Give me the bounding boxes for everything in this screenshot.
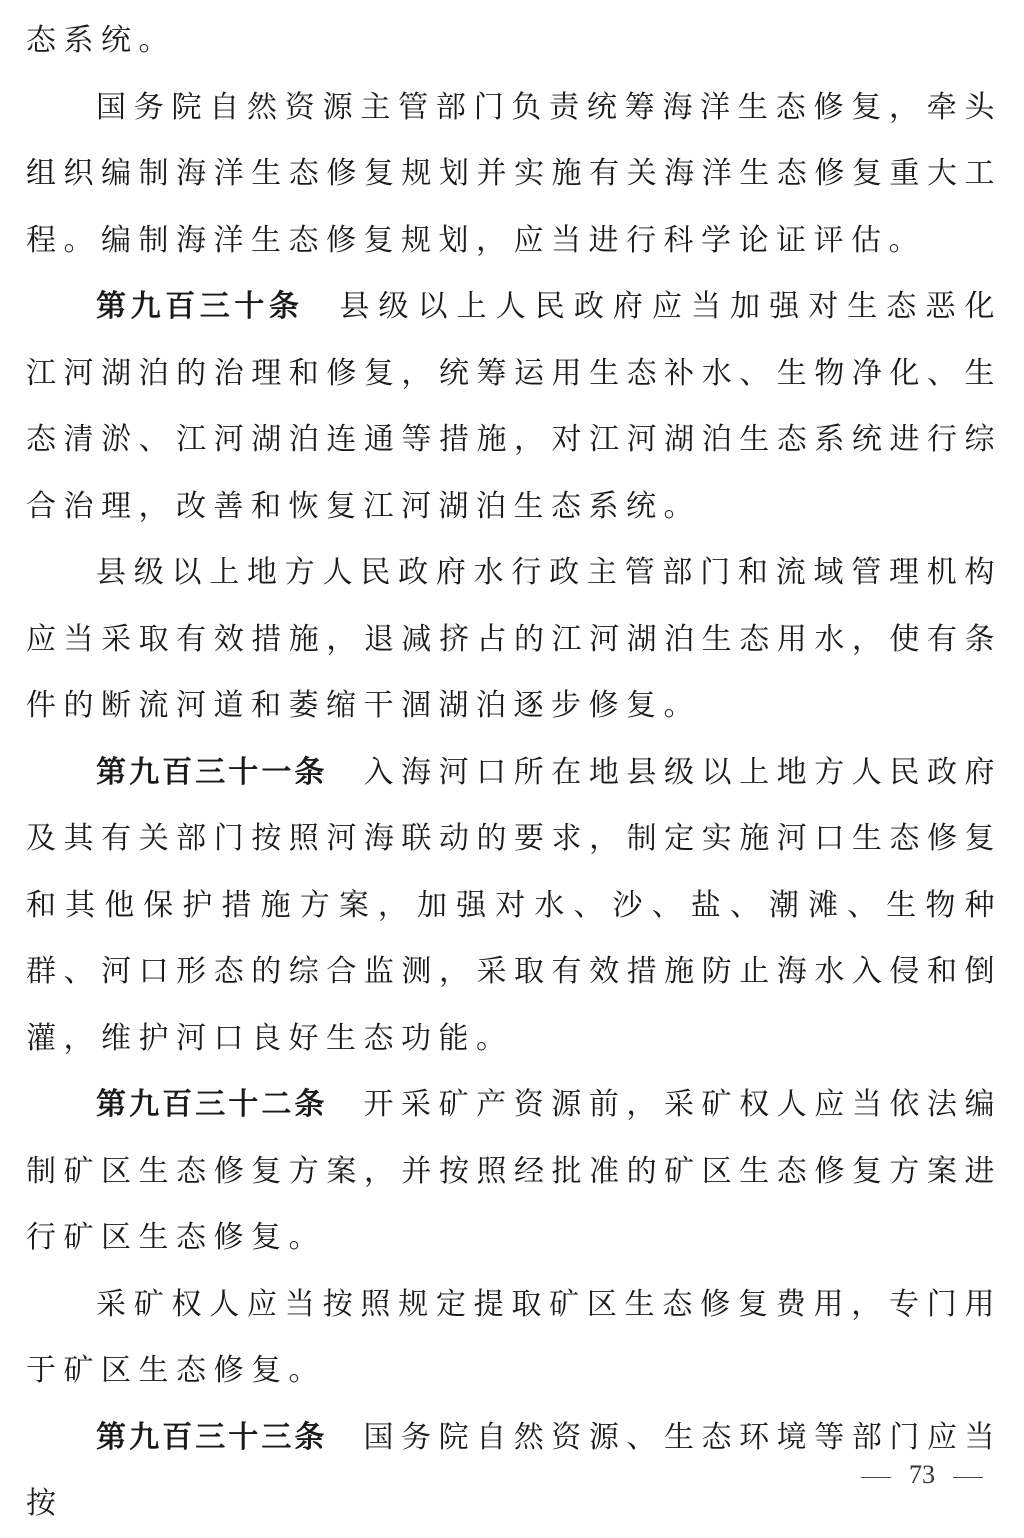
article-heading: 第九百三十二条 <box>96 1087 328 1122</box>
paragraph-text: 开采矿产资源前，采矿权人应当依法编制矿区生态修复方案，并按照经批准的矿区生态修复方案进行矿区生态修复。 <box>26 1087 1003 1255</box>
dash-right <box>953 1477 983 1478</box>
paragraph-text: 入海河口所在地县级以上地方人民政府及其有关部门按照河海联动的要求，制定实施河口生态修复和其他保护措施方案，加强对水、沙、盐、潮滩、生物种群、河口形态的综合监测，采取有效措施防止海水入侵和倒灌，维护河口良好生态功能。 <box>26 754 1003 1056</box>
page-number <box>843 1460 1001 1490</box>
article-heading: 第九百三十条 <box>96 289 304 324</box>
paragraph <box>26 8 1002 75</box>
paragraph-text: 国务院自然资源、生态环境等部门应当按 <box>26 1419 1003 1521</box>
paragraph-text: 采矿权人应当按照规定提取矿区生态修复费用，专门用于矿区生态修复。 <box>26 1286 1002 1388</box>
dash-left <box>861 1477 891 1478</box>
article-paragraph <box>26 740 1002 1073</box>
paragraph-text: 态系统。 <box>26 23 176 58</box>
article-paragraph <box>26 274 1002 540</box>
paragraph-text: 县级以上人民政府应当加强对生态恶化江河湖泊的治理和修复，统筹运用生态补水、生物净化、生态清淤、江河湖泊连通等措施，对江河湖泊生态系统进行综合治理，改善和恢复江河湖泊生态系统。 <box>26 289 1003 524</box>
article-heading: 第九百三十一条 <box>96 754 328 790</box>
paragraph <box>26 540 1002 740</box>
paragraph <box>26 75 1002 275</box>
article-paragraph <box>26 1072 1002 1272</box>
paragraph <box>26 1272 1002 1405</box>
paragraph-text: 国务院自然资源主管部门负责统筹海洋生态修复，牵头组织编制海洋生态修复规划并实施有关海洋生态修复重大工程。编制海洋生态修复规划，应当进行科学论证评估。 <box>26 89 1002 258</box>
page-number-text: 73 <box>909 1460 935 1489</box>
paragraph-text: 县级以上地方人民政府水行政主管部门和流域管理机构应当采取有效措施，退减挤占的江河湖泊生态用水，使有条件的断流河道和萎缩干涸湖泊逐步修复。 <box>26 555 1002 723</box>
document-body <box>26 8 1002 1538</box>
article-heading: 第九百三十三条 <box>96 1419 328 1455</box>
